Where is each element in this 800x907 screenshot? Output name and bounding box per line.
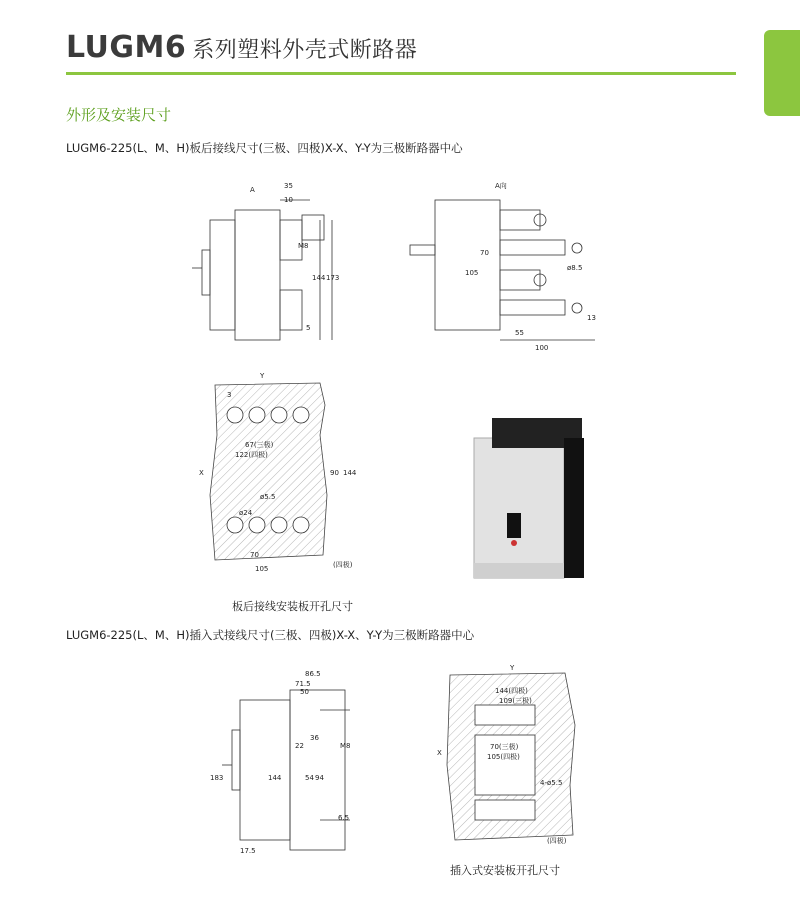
caption-plugin-mount-cutout: 插入式安装板开孔尺寸 — [450, 864, 560, 877]
dim-105: 105 — [255, 565, 269, 573]
dim-55: 55 — [515, 329, 524, 337]
dim-3: 3 — [227, 391, 232, 399]
dim-70: 70 — [480, 249, 489, 257]
side-view-rear-diagram — [180, 180, 350, 360]
dim-50: 50 — [300, 688, 309, 696]
caption-plugin-connection: LUGM6-225(L、M、H)插入式接线尺寸(三极、四极)X-X、Y-Y为三极断路器中心 — [66, 628, 475, 642]
label-four-pole: (四极) — [547, 837, 567, 845]
axis-y-top: Y — [260, 372, 265, 380]
dim-105: 105(四极) — [487, 753, 520, 761]
plugin-side-view-diagram — [210, 670, 360, 855]
dim-phi24: ø24 — [239, 509, 253, 517]
dim-holes: 4-ø5.5 — [540, 779, 563, 787]
dim-10: 10 — [284, 196, 293, 204]
dim-94: 94 — [315, 774, 324, 782]
axis-x: X — [437, 749, 442, 757]
dim-173: 173 — [326, 274, 340, 282]
dim-67: 67(三极) — [245, 441, 274, 449]
dim-5: 5 — [306, 324, 311, 332]
rear-mount-cutout-diagram — [199, 372, 370, 575]
dim-70: 70(三极) — [490, 743, 519, 751]
dim-71-5: 71.5 — [295, 680, 311, 688]
dim-36: 36 — [310, 734, 319, 742]
dim-86-5: 86.5 — [305, 670, 321, 678]
dim-17-5: 17.5 — [240, 847, 256, 855]
caption-rear-mount-cutout: 板后接线安装板开孔尺寸 — [232, 600, 353, 613]
title-rule — [66, 72, 736, 75]
a-view-diagram — [405, 180, 605, 360]
dim-22: 22 — [295, 742, 304, 750]
dim-144: 144 — [343, 469, 357, 477]
dim-phi55: ø5.5 — [260, 493, 276, 501]
dim-13: 13 — [587, 314, 596, 322]
dim-109: 109(三极) — [499, 697, 532, 705]
dim-144: 144 — [268, 774, 282, 782]
dim-144: 144(四极) — [495, 687, 528, 695]
dim-183: 183 — [210, 774, 224, 782]
dim-105: 105 — [465, 269, 479, 277]
breaker-product-image — [462, 418, 612, 583]
dim-54: 54 — [305, 774, 314, 782]
dim-m8: M8 — [298, 242, 309, 250]
dim-m8: M8 — [340, 742, 351, 750]
label-four-pole: (四极) — [333, 561, 353, 569]
model-name: LUGM6 — [66, 30, 187, 65]
dim-6-5: 6.5 — [338, 814, 350, 822]
view-label: A向 — [495, 182, 507, 190]
title-chinese: 系列塑料外壳式断路器 — [192, 38, 418, 63]
page-title — [66, 30, 417, 65]
dim-35: 35 — [284, 182, 293, 190]
dim-122: 122(四极) — [235, 451, 268, 459]
axis-x: X — [199, 469, 204, 477]
axis-y-top: Y — [510, 664, 515, 672]
dim-90: 90 — [330, 469, 339, 477]
dim-144: 144 — [312, 274, 326, 282]
section-title: 外形及安装尺寸 — [66, 106, 172, 124]
dim-70: 70 — [250, 551, 259, 559]
dim-a-arrow: A — [250, 186, 255, 194]
section-tab — [764, 30, 800, 116]
plugin-mount-cutout-diagram — [435, 665, 585, 850]
dim-phi85: ø8.5 — [567, 264, 583, 272]
caption-rear-connection: LUGM6-225(L、M、H)板后接线尺寸(三极、四极)X-X、Y-Y为三极断路器中心 — [66, 141, 463, 155]
dim-100: 100 — [535, 344, 549, 352]
